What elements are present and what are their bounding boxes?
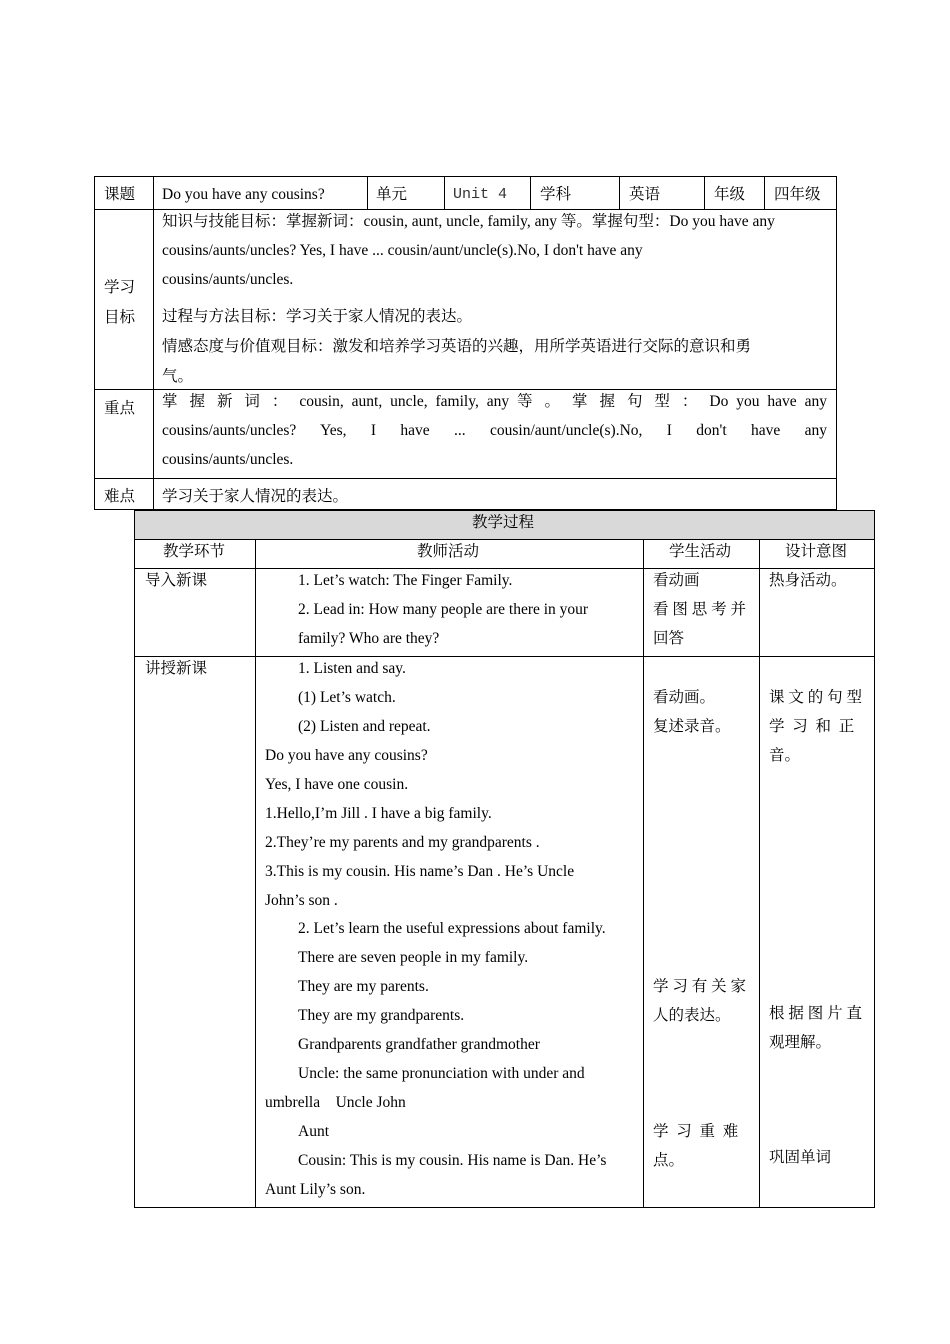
difficulty-text: 学习关于家人情况的表达。 — [162, 488, 349, 505]
teach-design-line: 课 文 的 句 型 — [769, 689, 863, 706]
teach-stage: 讲授新课 — [145, 660, 208, 677]
intro-student-line: 回答 — [653, 630, 685, 647]
header-teacher-activity: 教师活动 — [417, 543, 480, 560]
teach-teacher-line: They are my parents. — [298, 978, 429, 995]
teach-teacher-line: 1. Listen and say. — [298, 660, 406, 677]
intro-teacher-line: 1. Let’s watch: The Finger Family. — [298, 572, 513, 589]
objectives-label-2: 目标 — [104, 309, 136, 326]
teach-teacher-line: They are my grandparents. — [298, 1007, 465, 1024]
knowledge-goal-line1: 知识与技能目标：掌握新词：cousin, aunt, uncle, family, any 等。掌握句型：Do you have any — [162, 213, 775, 230]
course-title: Do you have any cousins? — [162, 186, 325, 203]
knowledge-goal-line3: cousins/aunts/uncles. — [162, 271, 294, 288]
teach-teacher-line: Cousin: This is my cousin. His name is Dan. He’s — [298, 1152, 607, 1169]
teach-teacher-line: 1.Hello,I’m Jill . I have a big family. — [265, 805, 492, 822]
teach-teacher-line: Aunt — [298, 1123, 329, 1140]
teach-teacher-line: Yes, I have one cousin. — [265, 776, 409, 793]
teach-teacher-line: Aunt Lily’s son. — [265, 1181, 366, 1198]
intro-teacher-line: 2. Lead in: How many people are there in your — [298, 601, 589, 618]
emotion-goal-line1: 情感态度与价值观目标：激发和培养学习英语的兴趣，用所学英语进行交际的意识和勇 — [162, 338, 752, 355]
difficulty-label: 难点 — [104, 488, 136, 505]
teach-teacher-line: Uncle: the same pronunciation with under and — [298, 1065, 585, 1082]
subject-label: 学科 — [540, 186, 572, 203]
intro-student-line: 看动画 — [653, 572, 700, 589]
teach-teacher-line: There are seven people in my family. — [298, 949, 529, 966]
teach-student-line: 人的表达。 — [653, 1007, 731, 1024]
teach-teacher-line: 2. Let’s learn the useful expressions about family. — [298, 920, 606, 937]
teach-teacher-line: Grandparents grandfather grandmother — [298, 1036, 540, 1053]
header-stage: 教学环节 — [163, 543, 226, 560]
objectives-label-1: 学习 — [104, 279, 136, 296]
intro-stage: 导入新课 — [145, 572, 208, 589]
knowledge-goal-line2: cousins/aunts/uncles? Yes, I have ... cousin/aunt/uncle(s).No, I don't have any — [162, 242, 643, 259]
teach-design-line: 巩固单词 — [769, 1149, 832, 1166]
teach-teacher-line: 3.This is my cousin. His name’s Dan . He’s Uncle — [265, 863, 575, 880]
teach-design-line: 根 据 图 片 直 — [769, 1005, 863, 1022]
header-student-activity: 学生活动 — [669, 543, 732, 560]
teach-student-line: 看动画。 — [653, 689, 716, 706]
teach-student-line: 复述录音。 — [653, 718, 731, 735]
grade-value: 四年级 — [774, 186, 821, 203]
grade-label: 年级 — [714, 186, 746, 203]
process-title: 教学过程 — [472, 514, 535, 531]
teach-teacher-line: John’s son . — [265, 892, 338, 909]
subject-value: 英语 — [629, 186, 661, 203]
teach-student-line: 学 习 有 关 家 — [653, 978, 747, 995]
teach-teacher-line: 2.They’re my parents and my grandparents . — [265, 834, 540, 851]
intro-design: 热身活动。 — [769, 572, 847, 589]
unit-value: Unit 4 — [453, 186, 508, 203]
teach-student-line: 点。 — [653, 1152, 685, 1169]
emotion-goal-line2: 气。 — [162, 368, 194, 385]
key-points-line3: cousins/aunts/uncles. — [162, 451, 294, 468]
teach-teacher-line: Do you have any cousins? — [265, 747, 428, 764]
intro-student-line: 看 图 思 考 并 — [653, 601, 747, 618]
teach-teacher-line: (1) Let’s watch. — [298, 689, 396, 706]
teach-teacher-line: (2) Listen and repeat. — [298, 718, 431, 735]
key-points-line1: 掌 握 新 词 ： cousin, aunt, uncle, family, any 等 。 掌 握 句 型 ： Do you have any — [162, 393, 827, 410]
teach-teacher-line: umbrella Uncle John — [265, 1094, 406, 1111]
intro-teacher-line: family? Who are they? — [298, 630, 440, 647]
key-points-line2: cousins/aunts/uncles? Yes, I have ... cousin/aunt/uncle(s).No, I don't have any — [162, 422, 827, 439]
teach-design-line: 学 习 和 正 — [769, 718, 855, 735]
teach-student-line: 学 习 重 难 — [653, 1123, 739, 1140]
course-label: 课题 — [104, 186, 136, 203]
process-goal: 过程与方法目标：学习关于家人情况的表达。 — [162, 308, 473, 325]
teach-design-line: 音。 — [769, 747, 801, 764]
teach-design-line: 观理解。 — [769, 1034, 832, 1051]
key-points-label: 重点 — [104, 400, 136, 417]
header-design-intent: 设计意图 — [785, 543, 848, 560]
unit-label: 单元 — [376, 186, 408, 203]
